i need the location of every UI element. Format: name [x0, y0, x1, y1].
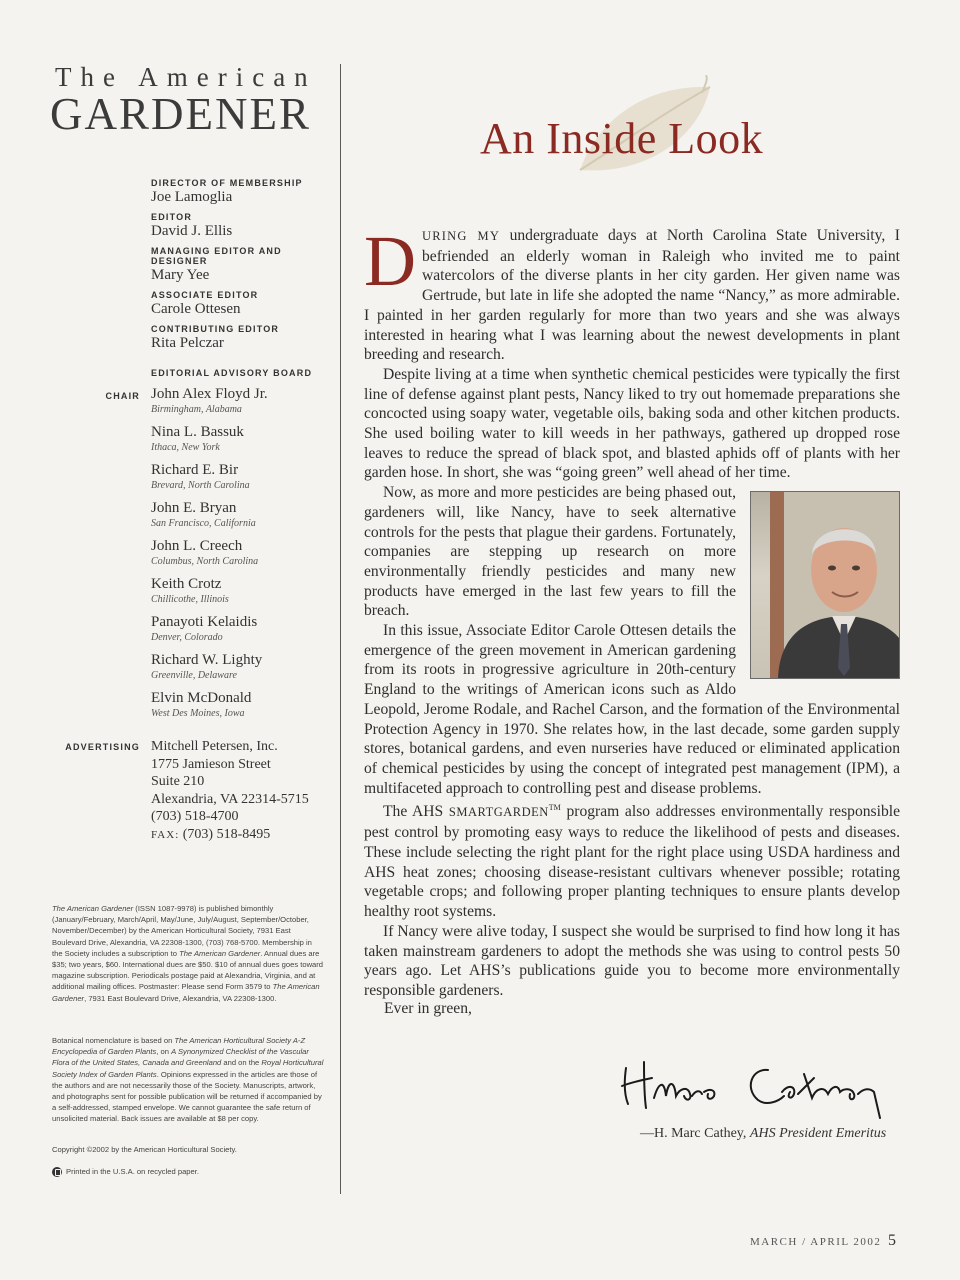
magazine-title-ref: The American Gardener: [52, 904, 134, 913]
staff-name: Joe Lamoglia: [151, 189, 233, 205]
nomenclature-note: [52, 1035, 324, 1125]
reference-title: The American Horticultural Society A-Z Encyclopedia of Garden Plants: [52, 1036, 306, 1057]
printed-text: Printed in the U.S.A. on recycled paper.: [66, 1167, 199, 1176]
board-member: [151, 652, 336, 682]
reference-title: Royal Horticultural Society Index of Garden Plants: [52, 1058, 324, 1079]
recycle-icon: [52, 1167, 62, 1177]
staff-entry: [151, 246, 336, 284]
ad-suite: Suite 210: [151, 774, 205, 789]
program-name: SMARTGARDEN: [448, 805, 549, 820]
masthead-line1: The American: [55, 62, 317, 92]
staff-name: David J. Ellis: [151, 223, 233, 239]
publication-info: [52, 903, 324, 1004]
member-location: Chillicothe, Illinois: [151, 594, 229, 605]
portrait-image: [770, 492, 900, 678]
ad-city: Alexandria, VA 22314-5715: [151, 791, 309, 807]
staff-role: CONTRIBUTING EDITOR: [151, 324, 280, 334]
publication-text: , 7931 East Boulevard Drive, Alexandria, VA 22308-1300.: [84, 993, 277, 1003]
member-location: Columbus, North Carolina: [151, 556, 259, 567]
board-member: [151, 424, 336, 454]
masthead-title: GARDENER: [50, 89, 311, 139]
article-paragraph: [364, 483, 900, 621]
chair-label: CHAIR: [105, 391, 140, 401]
staff-entry: [151, 290, 336, 318]
board-member: [151, 538, 336, 568]
article-paragraph: If Nancy were alive today, I suspect she would be surprised to find how long it has taken mainstream gardeners to adopt the methods she was using to control pests 50 years ago. Let AHS’s publications guide you to become more environmentally responsible gardeners.: [364, 922, 900, 999]
staff-name: Rita Pelczar: [151, 335, 224, 351]
reference-title: A Synonymized Checklist of the Vascular Flora of the United States, Canada and Greenland: [52, 1047, 309, 1068]
paragraph-text: The AHS: [383, 803, 449, 821]
author-name: —H. Marc Cathey,: [640, 1126, 750, 1141]
advertising-label: ADVERTISING: [65, 742, 140, 752]
article-headline: An Inside Look: [480, 114, 764, 163]
staff-name: Carole Ottesen: [151, 301, 241, 317]
publication-text: (ISSN 1087-9978) is published bimonthly (January/February, March/April, May/June, July/August, September/October, November/December) by the American Horticultural Society, 7931 East Boulevard Drive, Alexandria, VA 22308-1300, (703) 768-5700. Membership in the Society includes a subscription to: [52, 904, 312, 958]
signature-image: [618, 1048, 898, 1120]
ad-company: Mitchell Petersen, Inc.: [151, 739, 278, 754]
drop-cap: D: [364, 221, 416, 301]
paragraph-text: undergraduate days at North Carolina State University, I befriended an elderly woman in Raleigh who invited me to paint watercolors of the diverse plants in her city garden. Her given name was Gertrude, but late in life she adopted the name “Nancy,” as more admirable. I painted in her garden regularly for more than two years and she was always interested in hearing what I was learning about the newest developments in plant breeding and research.: [364, 227, 901, 364]
advisory-board: [151, 368, 336, 720]
trademark-mark: TM: [548, 803, 561, 813]
board-member: [151, 462, 336, 492]
member-location: West Des Moines, Iowa: [151, 708, 245, 719]
member-location: San Francisco, California: [151, 518, 256, 529]
nomenclature-text: , on: [156, 1047, 172, 1057]
paragraph-text: program also addresses environmentally responsible pest control by promoting easy ways to reduce the likelihood of pests and diseases. These include selecting the right plant for the right place using USDA hardiness and AHS heat zones; choosing disease-resistant cultivars whenever possible; rotating vegetable crops; and following proper planting techniques to ensure plants develop healthy root systems.: [364, 803, 900, 921]
staff-entry: [151, 324, 336, 352]
closing-line: Ever in green,: [384, 1000, 472, 1017]
magazine-title-ref: The American Gardener: [179, 948, 261, 958]
member-name: John E. Bryan: [151, 500, 237, 516]
copyright-line: Copyright ©2002 by the American Horticultural Society.: [52, 1145, 237, 1154]
fax-number: (703) 518-8495: [182, 826, 271, 842]
article-body: [364, 221, 901, 1001]
nomenclature-text: Botanical nomenclature is based on: [52, 1036, 175, 1045]
member-name: Keith Crotz: [151, 576, 222, 592]
member-name: Elvin McDonald: [151, 690, 252, 706]
member-location: Greenville, Delaware: [151, 670, 237, 681]
fax-label: FAX:: [151, 828, 180, 841]
member-name: Nina L. Bassuk: [151, 424, 244, 440]
magazine-title-ref: The American Gardener: [52, 982, 320, 1003]
advisory-title: EDITORIAL ADVISORY BOARD: [151, 368, 313, 378]
member-name: John Alex Floyd Jr.: [151, 386, 268, 402]
article-paragraph: Despite living at a time when synthetic chemical pesticides were typically the first line of defense against plant pests, Nancy liked to try out homemade preparations she concocted using soapy water, vegetable oils, baking soda and other kitchen products. She used boiling water to kill weeds in her pathways, gathered up dropped rose leaves to reduce the spread of black spot, and blasted aphids off of plants with her garden hose. In short, she was “going green” well ahead of her time.: [364, 365, 900, 482]
publication-text: . Annual dues are $35; two years, $60. International dues are $50. $10 of annual dues goes toward magazine subscription. Periodicals postage paid at Alexandria, Virginia, and at additional mailing offices. Postmaster: Please send Form 3579 to: [52, 948, 324, 992]
member-location: Denver, Colorado: [151, 632, 223, 643]
article-paragraph: In this issue, Associate Editor Carole Ottesen details the emergence of the green movement in American gardening from its roots in progressive agriculture in 20th-century England to the writings of American icons such as Aldo Leopold, Jerome Rodale, and Rachel Carson, and the formation of the Environmental Protection Agency in 1970. She relates how, in the last decade, some garden supply stores, botanical gardens, and even nurseries have reduced or eliminated application of chemical pesticides by using the concept of integrated pest management (IPM), a multifaceted approach to controlling pest and disease problems.: [364, 622, 900, 797]
lead-in: URING MY: [422, 229, 501, 243]
board-member: [151, 690, 336, 720]
ad-fax: [151, 826, 336, 845]
ad-phone: (703) 518-4700: [151, 809, 239, 824]
staff-list: [151, 172, 336, 352]
member-location: Ithaca, New York: [151, 442, 220, 453]
member-location: Birmingham, Alabama: [151, 404, 242, 415]
issue-date: MARCH / APRIL 2002: [750, 1236, 882, 1248]
nomenclature-text: and on the: [221, 1058, 262, 1068]
article-paragraph: [364, 221, 901, 365]
page-number: 5: [888, 1232, 896, 1249]
advertising-contact: [151, 738, 336, 844]
staff-role: ASSOCIATE EDITOR: [151, 290, 259, 300]
author-photo: [750, 491, 900, 679]
nomenclature-text: . Opinions expressed in the articles are those of the authors and are not necessarily those of the Society. Manuscripts, artwork, and photographs sent for possible publication will be returned if accompanied by a self-addressed, stamped envelope. We cannot guarantee the safe return of unsolicited material. Back issues are available at $8 per copy.: [52, 1069, 322, 1124]
staff-entry: [151, 178, 336, 206]
article-paragraph: [364, 798, 900, 921]
ad-street: 1775 Jamieson Street: [151, 756, 271, 772]
author-title: AHS President Emeritus: [749, 1126, 887, 1141]
staff-name: Mary Yee: [151, 267, 210, 283]
staff-role: EDITOR: [151, 212, 193, 222]
signature-credit: [640, 1126, 886, 1142]
board-member: [151, 386, 336, 416]
member-name: Richard E. Bir: [151, 462, 239, 478]
staff-role: DIRECTOR OF MEMBERSHIP: [151, 178, 303, 188]
staff-entry: [151, 212, 336, 240]
column-divider: [340, 64, 341, 1194]
member-name: John L. Creech: [151, 538, 243, 554]
member-name: Richard W. Lighty: [151, 652, 263, 668]
board-member: [151, 500, 336, 530]
board-member: [151, 576, 336, 606]
member-name: Panayoti Kelaidis: [151, 614, 258, 630]
staff-role: MANAGING EDITOR AND DESIGNER: [151, 246, 282, 266]
printed-line: [52, 1166, 324, 1177]
member-location: Brevard, North Carolina: [151, 480, 250, 491]
board-member: [151, 614, 336, 644]
paragraph-text: Now, as more and more pesticides are being phased out, gardeners will, like Nancy, have to seek alternative controls for the pests that plague their gardens. Fortunately, companies are stepping up research on more environmentally friendly pesticides and many new products have emerged in the last few years to fill the breach.: [364, 484, 736, 620]
